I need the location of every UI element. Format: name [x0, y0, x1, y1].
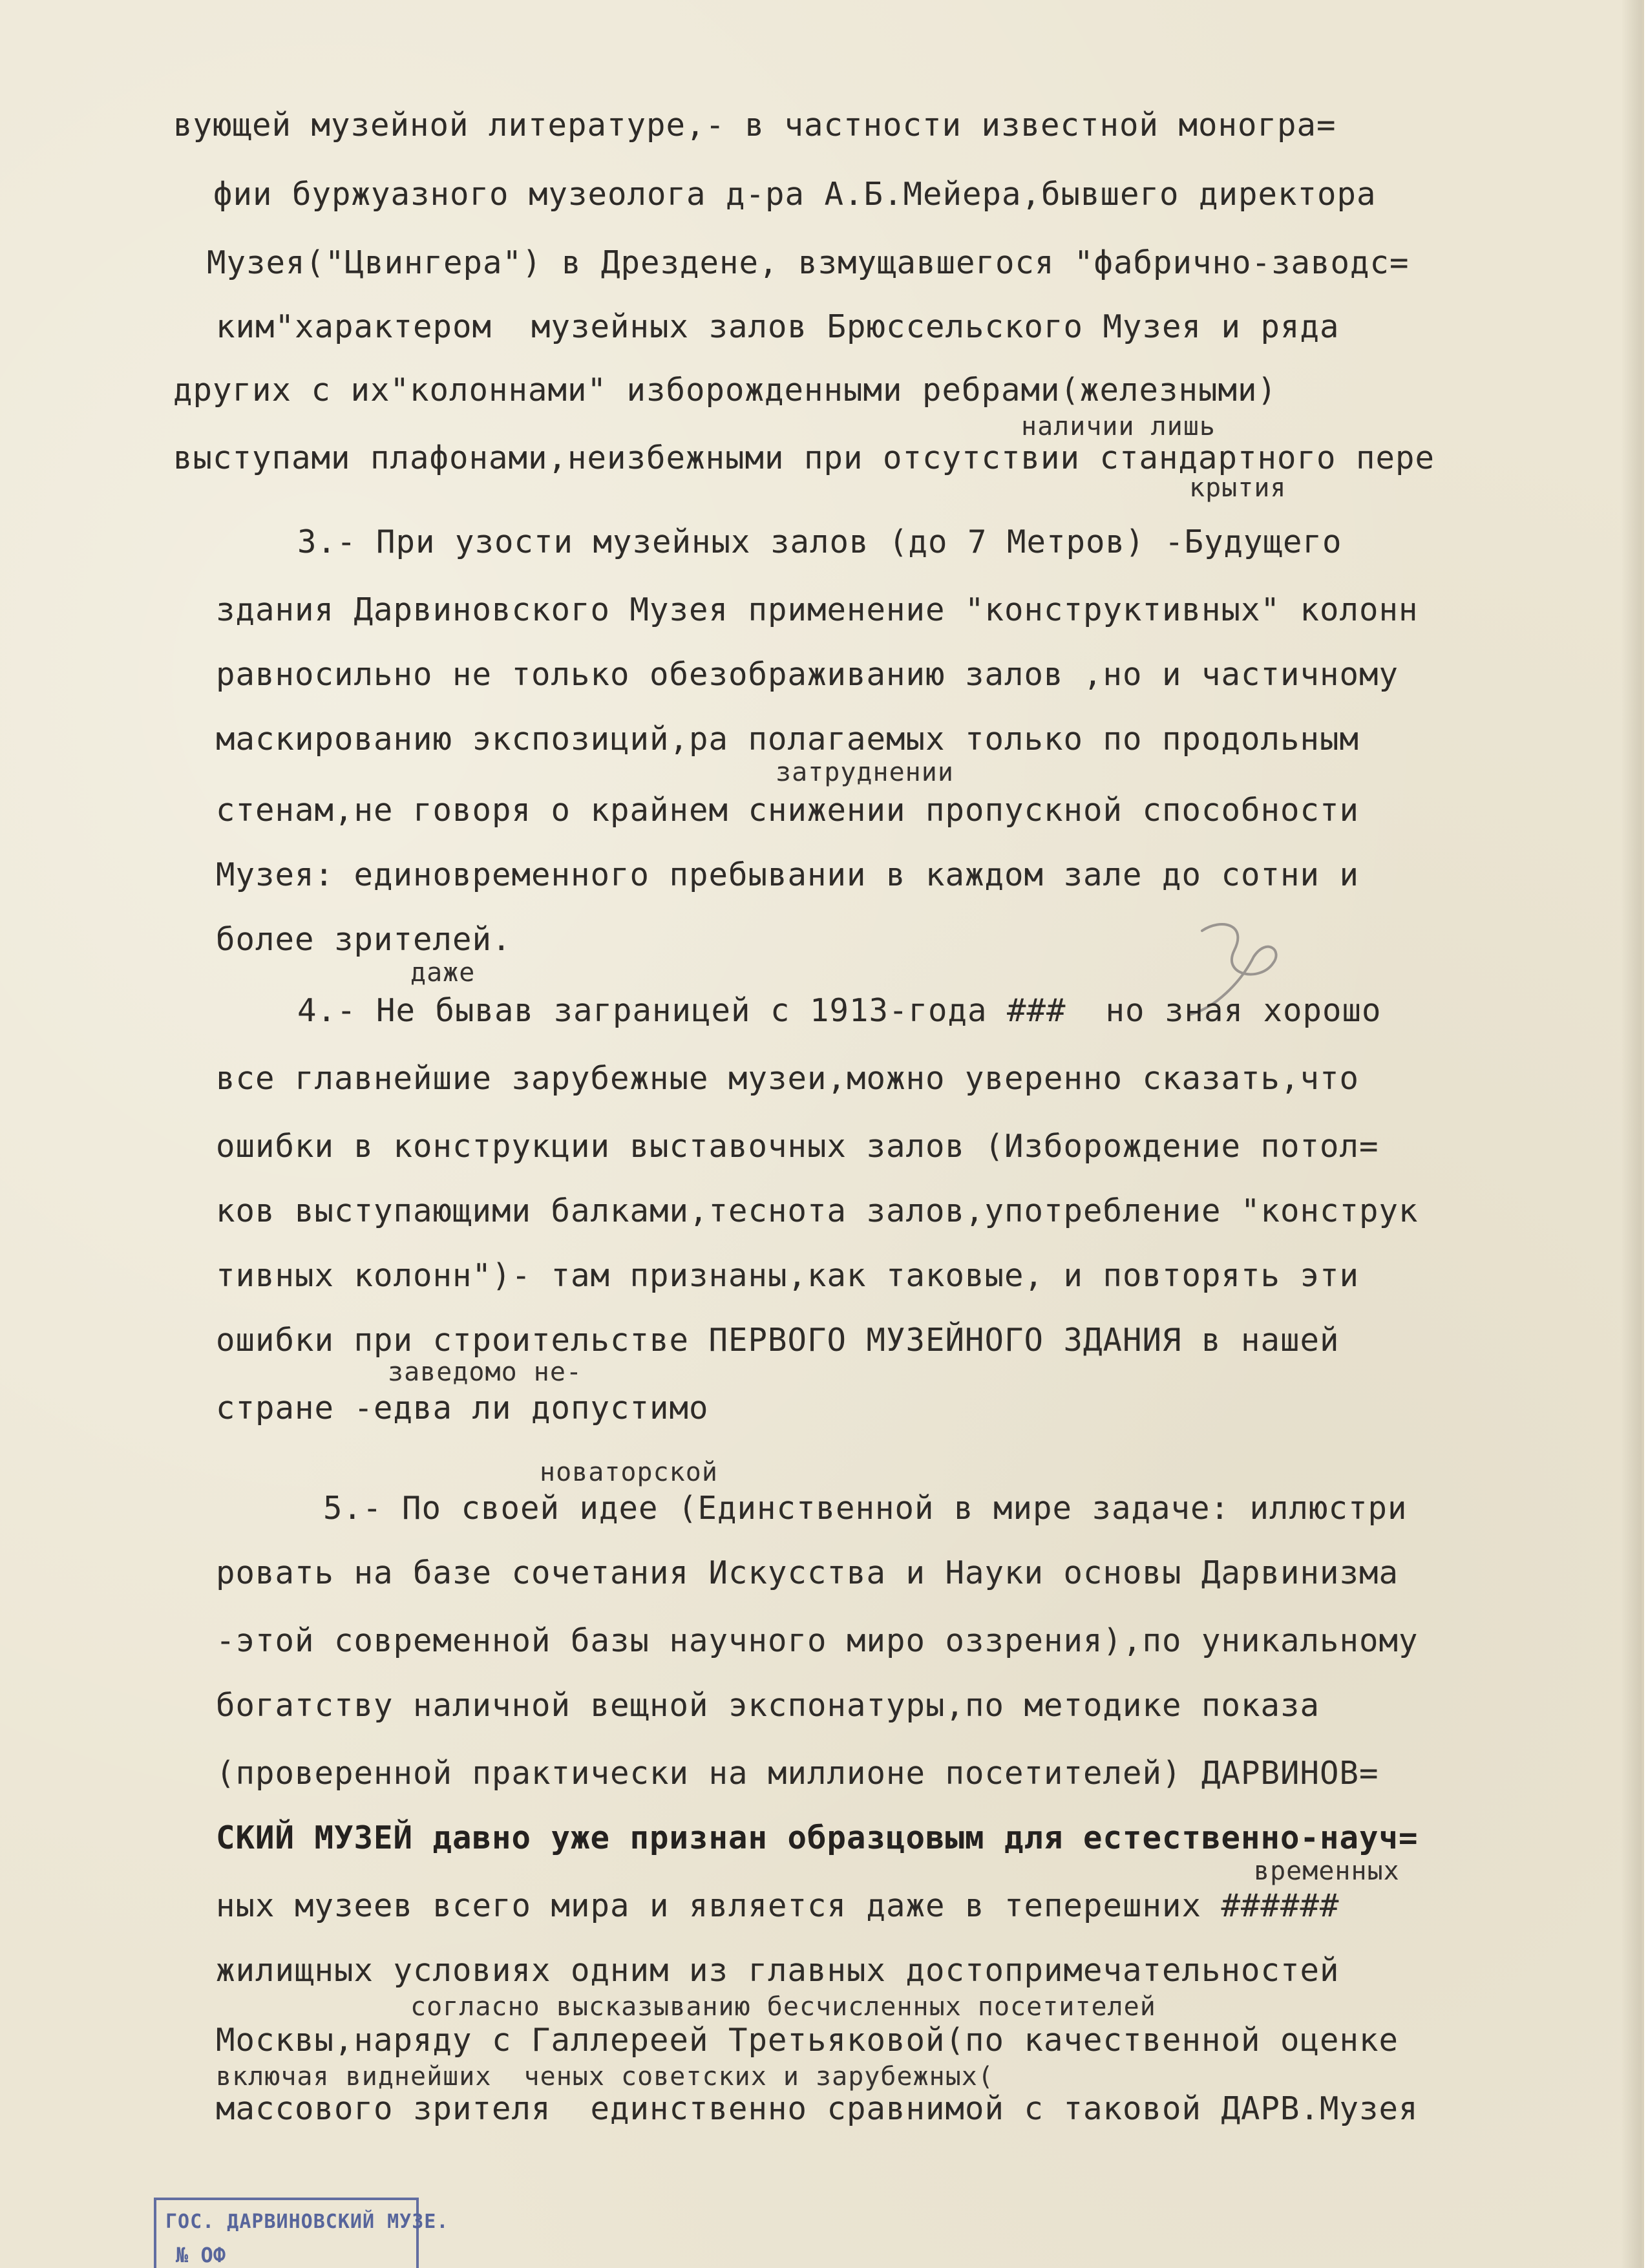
typed-insertion: новаторской	[540, 1457, 718, 1487]
text-line: тивных колонн")- там признаны,как таковые, и повторять эти	[216, 1257, 1360, 1294]
text-line: массового зрителя единственно сравнимой с таковой ДАРВ.Музея	[216, 2090, 1419, 2127]
text-line: ким"характером музейных залов Брюссельского Музея и ряда	[216, 308, 1340, 345]
text-line: ошибки в конструкции выставочных залов (Изборождение потол=	[216, 1128, 1379, 1165]
text-line: Музея("Цвингера") в Дрездене, взмущавшегося "фабрично-заводс=	[207, 244, 1410, 281]
text-line: ков выступающими балками,теснота залов,употребление "конструк	[216, 1192, 1419, 1229]
text-line: фии буржуазного музеолога д-ра А.Б.Мейера,бывшего директора	[213, 176, 1377, 213]
text-line: стенам,не говоря о крайнем снижении пропускной способности	[216, 792, 1360, 829]
text-line: Музея: единовременного пребывании в каждом зале до сотни и	[216, 856, 1360, 893]
text-line: Москвы,наряду с Галлереей Третьяковой(по качественной оценке	[216, 2022, 1399, 2059]
text-line: ошибки при строительстве ПЕРВОГО МУЗЕЙНОГО ЗДАНИЯ в нашей	[216, 1322, 1340, 1359]
text-line: все главнейшие зарубежные музеи,можно уверенно сказать,что	[216, 1060, 1360, 1097]
text-line: более зрителей.	[216, 921, 512, 958]
text-line: маскированию экспозиций,ра полагаемых только по продольным	[216, 721, 1360, 758]
text-line: других с их"колоннами" изборожденными ребрами(железными)	[173, 372, 1278, 408]
typed-insertion: наличии лишь	[1021, 412, 1216, 441]
text-line: вующей музейной литературе,- в частности известной моногра=	[173, 107, 1336, 143]
typed-insertion: временных	[1254, 1856, 1400, 1886]
page-edge-shadow	[1621, 0, 1642, 2268]
text-line: 5.- По своей идее (Единственной в мире задаче: иллюстри	[323, 1490, 1408, 1527]
typed-insertion: согласно высказыванию бесчисленных посетителей	[410, 1992, 1156, 2022]
archive-stamp	[154, 2198, 449, 2268]
typed-insertion: затруднении	[776, 758, 954, 787]
text-line: здания Дарвиновского Музея применение "конструктивных" колонн	[216, 591, 1419, 628]
typed-insertion: крытия	[1189, 473, 1287, 503]
text-line: богатству наличной вещной экспонатуры,по методике показа	[216, 1687, 1320, 1724]
text-line: выступами плафонами,неизбежными при отсутствии стандартного пере	[173, 440, 1435, 476]
typed-insertion: заведомо не-	[388, 1357, 582, 1387]
typed-insertion: включая виднейших ченых советских и зарубежных(	[216, 2062, 994, 2092]
text-line: жилищных условиях одним из главных достопримечательностей	[216, 1952, 1340, 1989]
text-line: стране -едва ли допустимо	[216, 1390, 709, 1426]
text-line: 4.- Не бывав заграницей с 1913-года ### но зная хорошо	[297, 992, 1382, 1029]
text-line: ровать на базе сочетания Искусства и Науки основы Дарвинизма	[216, 1554, 1399, 1591]
text-line: ных музеев всего мира и является даже в теперешних ######	[216, 1887, 1340, 1924]
text-line: равносильно не только обезображиванию залов ,но и частичному	[216, 656, 1399, 693]
text-line: (проверенной практически на миллионе посетителей) ДАРВИНОВ=	[216, 1755, 1379, 1792]
text-line: 3.- При узости музейных залов (до 7 Метров) -Будущего	[297, 524, 1342, 560]
text-line: СКИЙ МУЗЕЙ давно уже признан образцовым для естественно-науч=	[216, 1819, 1419, 1856]
stamp-number: № ОФ	[176, 2243, 226, 2267]
typed-insertion: даже	[410, 958, 476, 988]
text-line: -этой современной базы научного миро оззрения),по уникальному	[216, 1622, 1419, 1659]
stamp-label: ГОС. ДАРВИНОВСКИЙ МУЗЕ.	[165, 2210, 449, 2233]
